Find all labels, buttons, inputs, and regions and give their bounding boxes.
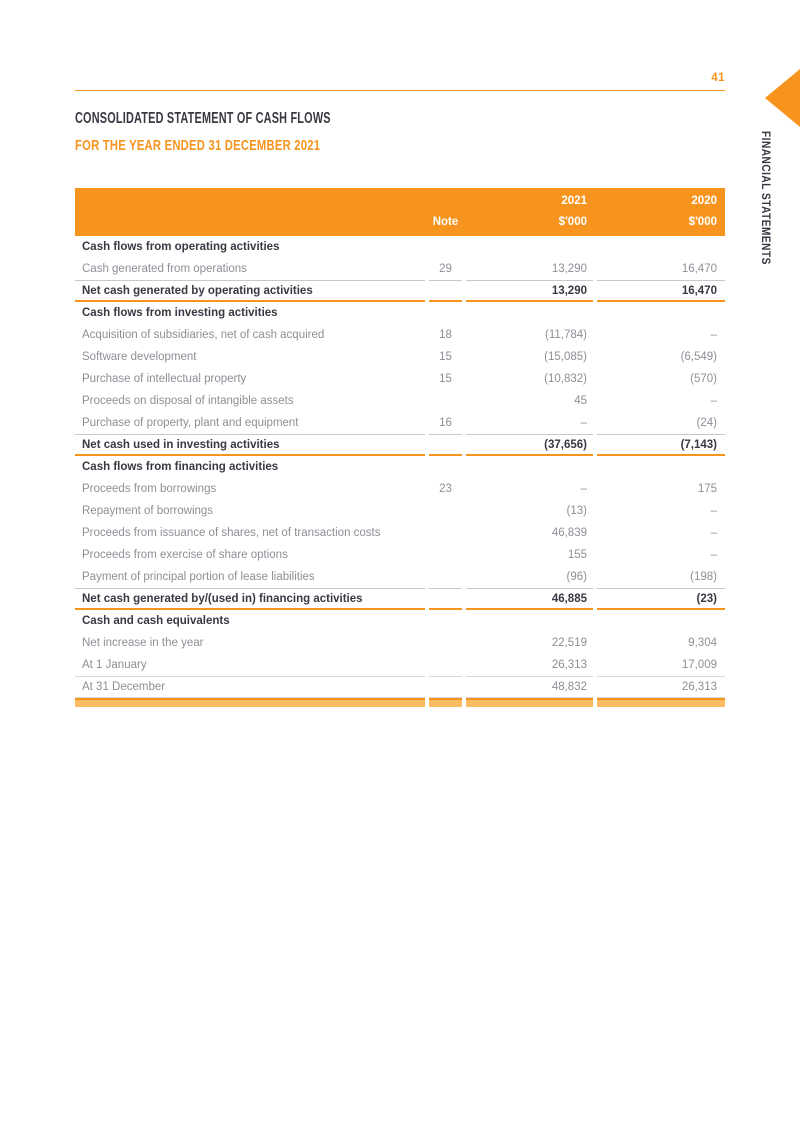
section-header-row bbox=[75, 236, 725, 258]
total-row bbox=[75, 434, 725, 456]
cash-flow-table bbox=[75, 188, 725, 707]
row-note bbox=[429, 434, 462, 456]
row-value-2021: 26,313 bbox=[551, 659, 587, 671]
table-row bbox=[75, 478, 725, 500]
row-value-2021: (11,784) bbox=[545, 329, 587, 341]
row-note bbox=[429, 236, 462, 258]
row-note bbox=[429, 456, 462, 478]
row-value-2020: (6,549) bbox=[680, 351, 717, 363]
row-value-2020: 175 bbox=[697, 483, 717, 495]
table-row bbox=[75, 654, 725, 676]
footer-label-cell bbox=[75, 698, 425, 707]
row-note bbox=[429, 632, 462, 654]
row-note bbox=[429, 588, 462, 610]
row-value-2020: 16,470 bbox=[597, 280, 725, 302]
row-note bbox=[429, 280, 462, 302]
row-label: Cash and cash equivalents bbox=[82, 615, 230, 627]
row-value-2020: – bbox=[710, 505, 717, 517]
row-note bbox=[429, 390, 462, 412]
row-value-2021: – bbox=[580, 483, 587, 495]
table-body bbox=[75, 236, 725, 698]
row-value-2020: (570) bbox=[690, 373, 717, 385]
header-note-cell bbox=[429, 188, 462, 236]
row-note bbox=[429, 522, 462, 544]
row-note: 18 bbox=[439, 329, 452, 341]
section-header-row bbox=[75, 302, 725, 324]
row-label: Cash flows from operating activities bbox=[82, 241, 280, 253]
table-row bbox=[75, 544, 725, 566]
row-note bbox=[429, 566, 462, 588]
row-label: Software development bbox=[82, 351, 197, 363]
footer-2021-cell bbox=[466, 698, 593, 707]
row-value-2021 bbox=[466, 610, 593, 632]
table-row bbox=[75, 346, 725, 368]
table-row bbox=[75, 566, 725, 588]
row-label: Cash flows from financing activities bbox=[82, 461, 279, 473]
row-value-2021: 48,832 bbox=[466, 676, 593, 698]
unit-2020-header: $'000 bbox=[688, 216, 717, 228]
row-note bbox=[429, 544, 462, 566]
row-label: Payment of principal portion of lease liabilities bbox=[82, 571, 315, 583]
page-number: 41 bbox=[711, 72, 725, 84]
table-header-bar bbox=[75, 188, 725, 236]
table-row bbox=[75, 258, 725, 280]
row-label: At 1 January bbox=[82, 659, 147, 671]
row-value-2020: – bbox=[710, 395, 717, 407]
header-label-cell bbox=[75, 188, 425, 236]
row-value-2020: (7,143) bbox=[597, 434, 725, 456]
corner-arrow-icon bbox=[765, 69, 800, 127]
row-value-2021: (13) bbox=[566, 505, 587, 517]
row-label: Proceeds from borrowings bbox=[82, 483, 217, 495]
row-value-2020: 9,304 bbox=[688, 637, 717, 649]
row-label: Net cash generated by/(used in) financing activities bbox=[75, 588, 425, 610]
row-value-2021: (10,832) bbox=[544, 373, 587, 385]
row-note bbox=[429, 676, 462, 698]
year-2020-header: 2020 bbox=[691, 195, 717, 207]
row-label: Repayment of borrowings bbox=[82, 505, 214, 517]
row-label: Purchase of property, plant and equipment bbox=[82, 417, 299, 429]
page-title: CONSOLIDATED STATEMENT OF CASH FLOWS bbox=[75, 110, 331, 127]
row-value-2020: (198) bbox=[690, 571, 717, 583]
row-value-2021: 22,519 bbox=[551, 637, 587, 649]
row-value-2020: – bbox=[710, 329, 717, 341]
note-column-header: Note bbox=[432, 216, 459, 228]
row-value-2021: 13,290 bbox=[466, 280, 593, 302]
row-value-2020: – bbox=[710, 549, 717, 561]
row-note bbox=[429, 610, 462, 632]
row-note: 29 bbox=[439, 263, 452, 275]
row-value-2020: 26,313 bbox=[597, 676, 725, 698]
row-label: Cash generated from operations bbox=[82, 263, 247, 275]
row-value-2020 bbox=[597, 302, 725, 324]
table-row bbox=[75, 390, 725, 412]
row-value-2021 bbox=[466, 236, 593, 258]
row-value-2020: 16,470 bbox=[681, 263, 717, 275]
row-value-2020: (24) bbox=[696, 417, 717, 429]
row-label: Net cash used in investing activities bbox=[75, 434, 425, 456]
row-label: Net increase in the year bbox=[82, 637, 204, 649]
row-label: Net cash generated by operating activities bbox=[75, 280, 425, 302]
row-value-2021: 46,839 bbox=[551, 527, 587, 539]
row-value-2021: 46,885 bbox=[466, 588, 593, 610]
row-note bbox=[429, 654, 462, 676]
row-label: Proceeds from issuance of shares, net of transaction costs bbox=[82, 527, 381, 539]
footer-2020-cell bbox=[597, 698, 725, 707]
row-value-2020: – bbox=[710, 527, 717, 539]
table-row bbox=[75, 500, 725, 522]
row-note: 15 bbox=[439, 351, 452, 363]
row-value-2020: (23) bbox=[597, 588, 725, 610]
row-value-2021: 13,290 bbox=[551, 263, 587, 275]
total-row bbox=[75, 280, 725, 302]
row-value-2021 bbox=[466, 302, 593, 324]
row-value-2020 bbox=[597, 236, 725, 258]
header-2021-cell bbox=[466, 188, 593, 236]
row-label: Cash flows from investing activities bbox=[82, 307, 278, 319]
row-label: At 31 December bbox=[75, 676, 425, 698]
row-note: 23 bbox=[439, 483, 452, 495]
row-label: Purchase of intellectual property bbox=[82, 373, 247, 385]
row-value-2021: 45 bbox=[574, 395, 587, 407]
header-rule bbox=[75, 90, 725, 91]
page-subtitle: FOR THE YEAR ENDED 31 DECEMBER 2021 bbox=[75, 137, 321, 154]
row-label: Proceeds on disposal of intangible assets bbox=[82, 395, 294, 407]
total-row bbox=[75, 588, 725, 610]
row-label: Proceeds from exercise of share options bbox=[82, 549, 288, 561]
footer-note-cell bbox=[429, 698, 462, 707]
row-value-2020: 17,009 bbox=[681, 659, 717, 671]
row-value-2020 bbox=[597, 456, 725, 478]
section-tab-label: FINANCIAL STATEMENTS bbox=[759, 131, 773, 265]
row-value-2021: (37,656) bbox=[466, 434, 593, 456]
table-row bbox=[75, 324, 725, 346]
row-label: Acquisition of subsidiaries, net of cash acquired bbox=[82, 329, 325, 341]
table-footer-bar bbox=[75, 698, 725, 707]
section-header-row bbox=[75, 610, 725, 632]
section-header-row bbox=[75, 456, 725, 478]
row-note bbox=[429, 500, 462, 522]
table-row bbox=[75, 368, 725, 390]
unit-2021-header: $'000 bbox=[558, 216, 587, 228]
row-note: 15 bbox=[439, 373, 452, 385]
row-value-2021: (96) bbox=[566, 571, 587, 583]
row-value-2021: – bbox=[580, 417, 587, 429]
table-row bbox=[75, 412, 725, 434]
row-value-2021 bbox=[466, 456, 593, 478]
table-row bbox=[75, 632, 725, 654]
row-value-2021: (15,085) bbox=[544, 351, 587, 363]
row-note: 16 bbox=[439, 417, 452, 429]
table-row bbox=[75, 522, 725, 544]
row-note bbox=[429, 302, 462, 324]
year-2021-header: 2021 bbox=[561, 195, 587, 207]
row-value-2020 bbox=[597, 610, 725, 632]
row-value-2021: 155 bbox=[567, 549, 587, 561]
table-row bbox=[75, 676, 725, 698]
header-2020-cell bbox=[597, 188, 725, 236]
